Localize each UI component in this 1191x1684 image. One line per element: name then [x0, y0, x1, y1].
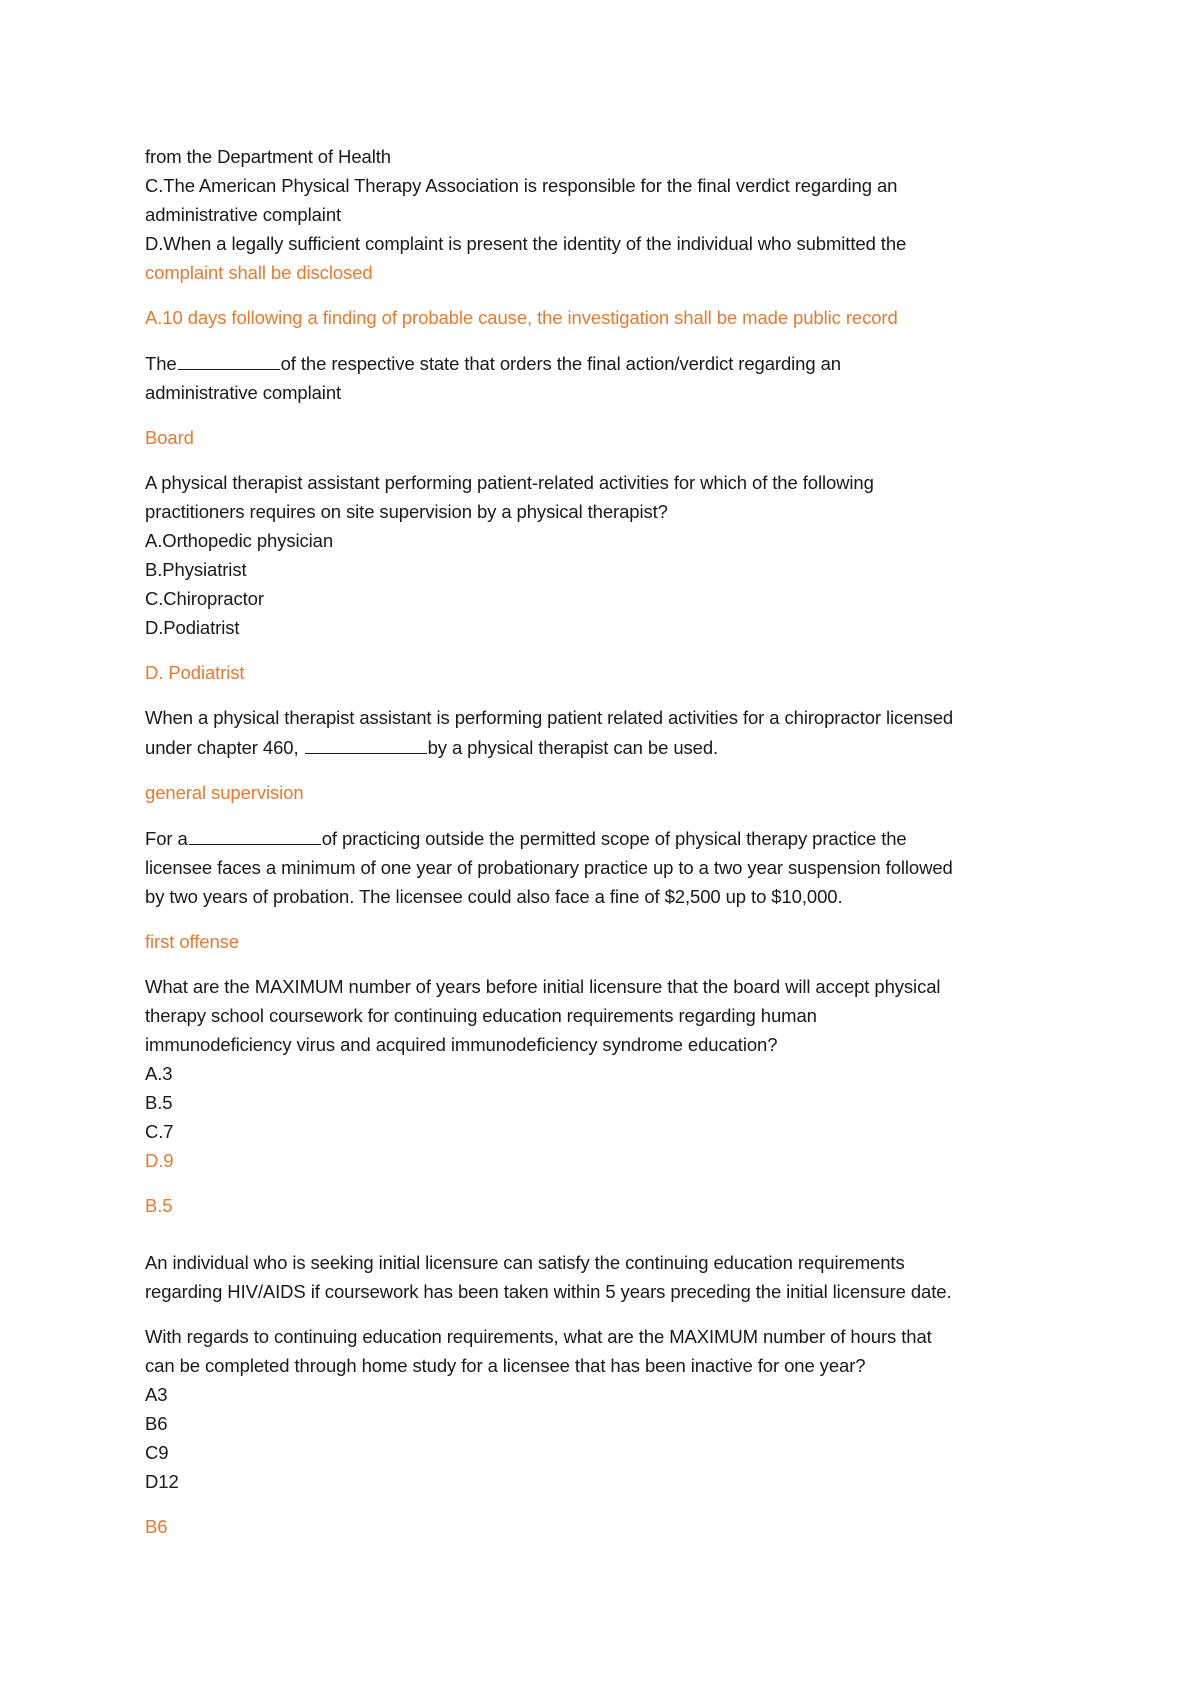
question-line: With regards to continuing education requirements, what are the MAXIMUM number of hours that: [145, 1326, 932, 1347]
question-line: practitioners requires on site supervision by a physical therapist?: [145, 501, 668, 522]
answer-option: B.Physiatrist: [145, 559, 247, 580]
answer-option: B6: [145, 1413, 168, 1434]
answer-option: A.Orthopedic physician: [145, 530, 334, 551]
question-line: When a physical therapist assistant is performing patient related activities for a chiropractor licensed: [145, 707, 954, 728]
text-line: administrative complaint: [145, 204, 342, 225]
answer-option: D.Podiatrist: [145, 617, 240, 638]
question-line: administrative complaint: [145, 382, 342, 403]
answer-option: D12: [145, 1471, 179, 1492]
question-line: A physical therapist assistant performing patient-related activities for which of the following: [145, 472, 874, 493]
answer-option: C9: [145, 1442, 169, 1463]
answer-text: B.5: [145, 1195, 173, 1216]
note-line: regarding HIV/AIDS if coursework has been taken within 5 years preceding the initial licensure date.: [145, 1281, 952, 1302]
text-line: from the Department of Health: [145, 146, 391, 167]
answer-option: A3: [145, 1384, 168, 1405]
fill-in-blank: [178, 348, 280, 370]
question-line: immunodeficiency virus and acquired immunodeficiency syndrome education?: [145, 1034, 778, 1055]
question-line: by two years of probation. The licensee could also face a fine of $2,500 up to $10,000.: [145, 886, 843, 907]
question-line: What are the MAXIMUM number of years before initial licensure that the board will accept physical: [145, 976, 941, 997]
text-line: D.When a legally sufficient complaint is present the identity of the individual who submitted the: [145, 233, 907, 254]
question-line: therapy school coursework for continuing education requirements regarding human: [145, 1005, 817, 1026]
answer-option: C.Chiropractor: [145, 588, 264, 609]
question-block: [145, 1322, 1075, 1496]
note-block: [145, 1248, 1075, 1306]
fill-in-blank: [189, 823, 321, 845]
answer-text: Board: [145, 427, 194, 448]
answer-text: first offense: [145, 931, 239, 952]
answer-text: B6: [145, 1516, 168, 1537]
answer-option: B.5: [145, 1092, 173, 1113]
answer-text: D. Podiatrist: [145, 662, 245, 683]
answer-text: A.10 days following a finding of probable cause, the investigation shall be made public record: [145, 307, 898, 328]
document-body: [145, 142, 1075, 1541]
question-line: can be completed through home study for a licensee that has been inactive for one year?: [145, 1355, 866, 1376]
question-block: [145, 703, 1075, 762]
answer-text: general supervision: [145, 782, 304, 803]
question-block: [145, 823, 1075, 911]
question-block: [145, 972, 1075, 1175]
question-line: under chapter 460, by a physical therapist can be used.: [145, 732, 1075, 762]
note-line: An individual who is seeking initial licensure can satisfy the continuing education requirements: [145, 1252, 905, 1273]
question-line: The of the respective state that orders the final action/verdict regarding an: [145, 348, 1075, 378]
answer-option: C.7: [145, 1121, 174, 1142]
highlighted-line: complaint shall be disclosed: [145, 262, 373, 283]
highlighted-option: D.9: [145, 1150, 174, 1171]
answer-option: A.3: [145, 1063, 173, 1084]
text-line: C.The American Physical Therapy Association is responsible for the final verdict regarding an: [145, 175, 898, 196]
question-block: [145, 468, 1075, 642]
question-line: licensee faces a minimum of one year of probationary practice up to a two year suspension followed: [145, 857, 953, 878]
question-fragment: [145, 142, 1075, 287]
question-block: [145, 348, 1075, 407]
question-line: For a of practicing outside the permitted scope of physical therapy practice the: [145, 823, 1075, 853]
fill-in-blank: [305, 732, 427, 754]
